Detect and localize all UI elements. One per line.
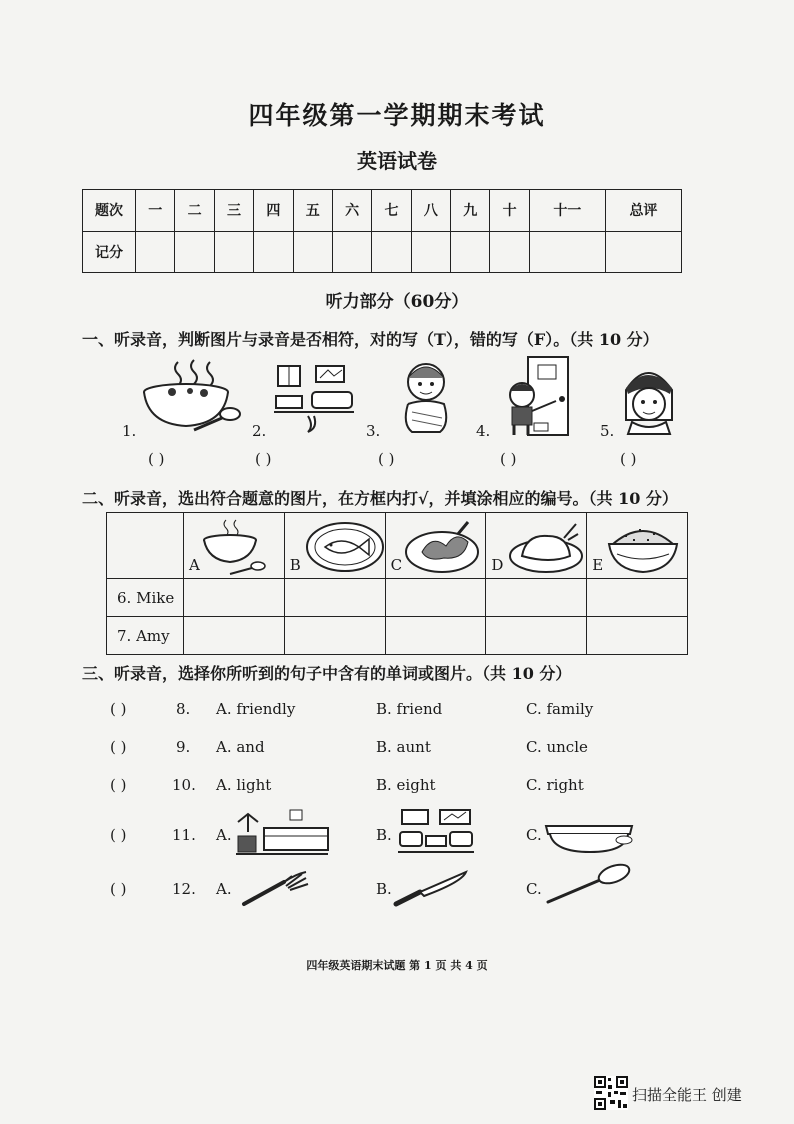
score-input-cell[interactable] <box>529 231 605 273</box>
check-cell[interactable] <box>385 617 486 655</box>
score-cell: 五 <box>293 190 332 232</box>
question-number: 12. <box>172 880 196 898</box>
option-c: C. family <box>526 700 594 718</box>
girl-icon <box>398 360 458 436</box>
roast-chicken-icon <box>506 516 586 576</box>
option-b: B. <box>376 826 392 844</box>
fish-plate-icon <box>305 520 385 574</box>
answer-blank[interactable]: ( ) <box>110 880 127 898</box>
answer-blank[interactable]: ( ) <box>110 738 127 756</box>
option-c: C. uncle <box>526 738 588 756</box>
score-cell: 总评 <box>605 190 681 232</box>
part1-number: 3. <box>366 422 381 440</box>
score-cell: 三 <box>214 190 253 232</box>
score-cell: 八 <box>411 190 450 232</box>
soup-bowl-icon <box>200 518 270 576</box>
part3-heading: 三、听录音，选择你所听到的句子中含有的单词或图片。（共 10 分） <box>82 664 572 683</box>
option-b: B. friend <box>376 700 443 718</box>
part1-number: 4. <box>476 422 491 440</box>
score-cell: 十 <box>490 190 529 232</box>
score-input-cell[interactable] <box>451 231 490 273</box>
check-cell[interactable] <box>385 579 486 617</box>
boy-at-door-icon <box>502 355 572 437</box>
bathtub-icon <box>544 820 636 858</box>
answer-row-mike <box>107 579 688 617</box>
option-cell-e <box>587 513 688 579</box>
score-input-cell[interactable] <box>332 231 371 273</box>
question-number: 9. <box>176 738 191 756</box>
option-letter: D <box>491 556 504 574</box>
listening-section-title: 听力部分（60分） <box>325 292 469 312</box>
score-table <box>82 189 682 273</box>
score-table-score-row <box>83 231 682 273</box>
option-cell-a <box>184 513 285 579</box>
answer-blank[interactable]: ( ) <box>110 826 127 844</box>
qr-code-icon <box>594 1076 628 1110</box>
score-input-cell[interactable] <box>254 231 293 273</box>
check-cell[interactable] <box>184 579 285 617</box>
answer-blank[interactable]: ( ) <box>110 700 127 718</box>
page-footer: 四年级英语期末试题 第 1 页 共 4 页 <box>306 959 488 972</box>
choose-picture-table <box>106 512 688 655</box>
score-input-cell[interactable] <box>605 231 681 273</box>
score-cell: 六 <box>332 190 371 232</box>
question-number: 8. <box>176 700 191 718</box>
option-b: B. eight <box>376 776 436 794</box>
check-cell[interactable] <box>284 579 385 617</box>
check-cell[interactable] <box>486 579 587 617</box>
knife-icon <box>392 866 472 910</box>
part1-number: 5. <box>600 422 615 440</box>
option-a: A. and <box>216 738 265 756</box>
answer-blank[interactable]: ( ) <box>110 776 127 794</box>
spoon-icon <box>544 862 634 908</box>
answer-blank[interactable]: ( ) <box>500 450 517 468</box>
check-cell[interactable] <box>184 617 285 655</box>
score-cell: 九 <box>451 190 490 232</box>
meat-plate-icon <box>402 516 482 576</box>
option-a: A. friendly <box>216 700 296 718</box>
option-letter: C <box>390 556 403 574</box>
option-c: C. <box>526 880 542 898</box>
option-c: C. right <box>526 776 584 794</box>
part2-heading: 二、听录音，选出符合题意的图片，在方框内打√，并填涂相应的编号。（共 10 分） <box>82 489 678 508</box>
bedroom-icon <box>234 808 330 858</box>
check-cell[interactable] <box>587 579 688 617</box>
watermark-text: 扫描全能王 创建 <box>632 1086 742 1104</box>
part1-heading: 一、听录音，判断图片与录音是否相符，对的写（T），错的写（F）。（共 10 分） <box>82 330 659 349</box>
score-input-cell[interactable] <box>411 231 450 273</box>
part1-number: 1. <box>122 422 137 440</box>
option-cell-c <box>385 513 486 579</box>
score-input-cell[interactable] <box>490 231 529 273</box>
answer-blank[interactable]: ( ) <box>255 450 272 468</box>
score-input-cell[interactable] <box>214 231 253 273</box>
option-cell-b <box>284 513 385 579</box>
question-number: 10. <box>172 776 196 794</box>
answer-blank[interactable]: ( ) <box>148 450 165 468</box>
option-letter: E <box>592 556 604 574</box>
score-cell: 题次 <box>83 190 136 232</box>
check-cell[interactable] <box>587 617 688 655</box>
score-row-label: 记分 <box>83 231 136 273</box>
exam-title: 四年级第一学期期末考试 <box>248 101 546 130</box>
check-cell[interactable] <box>486 617 587 655</box>
option-a: A. light <box>216 776 272 794</box>
answer-blank[interactable]: ( ) <box>620 450 637 468</box>
option-letter: B <box>289 556 301 574</box>
fork-icon <box>240 866 312 910</box>
score-input-cell[interactable] <box>136 231 175 273</box>
check-cell[interactable] <box>284 617 385 655</box>
girl-face-icon <box>620 360 678 436</box>
score-cell: 四 <box>254 190 293 232</box>
row-label: 7. Amy <box>107 617 184 655</box>
score-cell: 二 <box>175 190 214 232</box>
option-c: C. <box>526 826 542 844</box>
option-cell-d <box>486 513 587 579</box>
score-input-cell[interactable] <box>293 231 332 273</box>
living-room-icon <box>396 808 476 858</box>
rice-bowl-icon <box>605 520 681 576</box>
living-room-icon <box>272 362 356 434</box>
exam-subtitle: 英语试卷 <box>357 149 437 173</box>
score-input-cell[interactable] <box>372 231 411 273</box>
scanner-watermark <box>594 1076 784 1112</box>
score-cell: 七 <box>372 190 411 232</box>
row-label: 6. Mike <box>107 579 184 617</box>
score-input-cell[interactable] <box>175 231 214 273</box>
score-cell: 十一 <box>529 190 605 232</box>
answer-blank[interactable]: ( ) <box>378 450 395 468</box>
option-b: B. aunt <box>376 738 431 756</box>
answer-row-amy <box>107 617 688 655</box>
option-letter: A <box>189 556 200 574</box>
score-cell: 一 <box>136 190 175 232</box>
option-a: A. <box>216 826 232 844</box>
picture-row <box>107 513 688 579</box>
soup-bowl-icon <box>138 358 248 436</box>
part1-number: 2. <box>252 422 267 440</box>
option-b: B. <box>376 880 392 898</box>
question-number: 11. <box>172 826 196 844</box>
score-table-header-row <box>83 190 682 232</box>
option-a: A. <box>216 880 232 898</box>
